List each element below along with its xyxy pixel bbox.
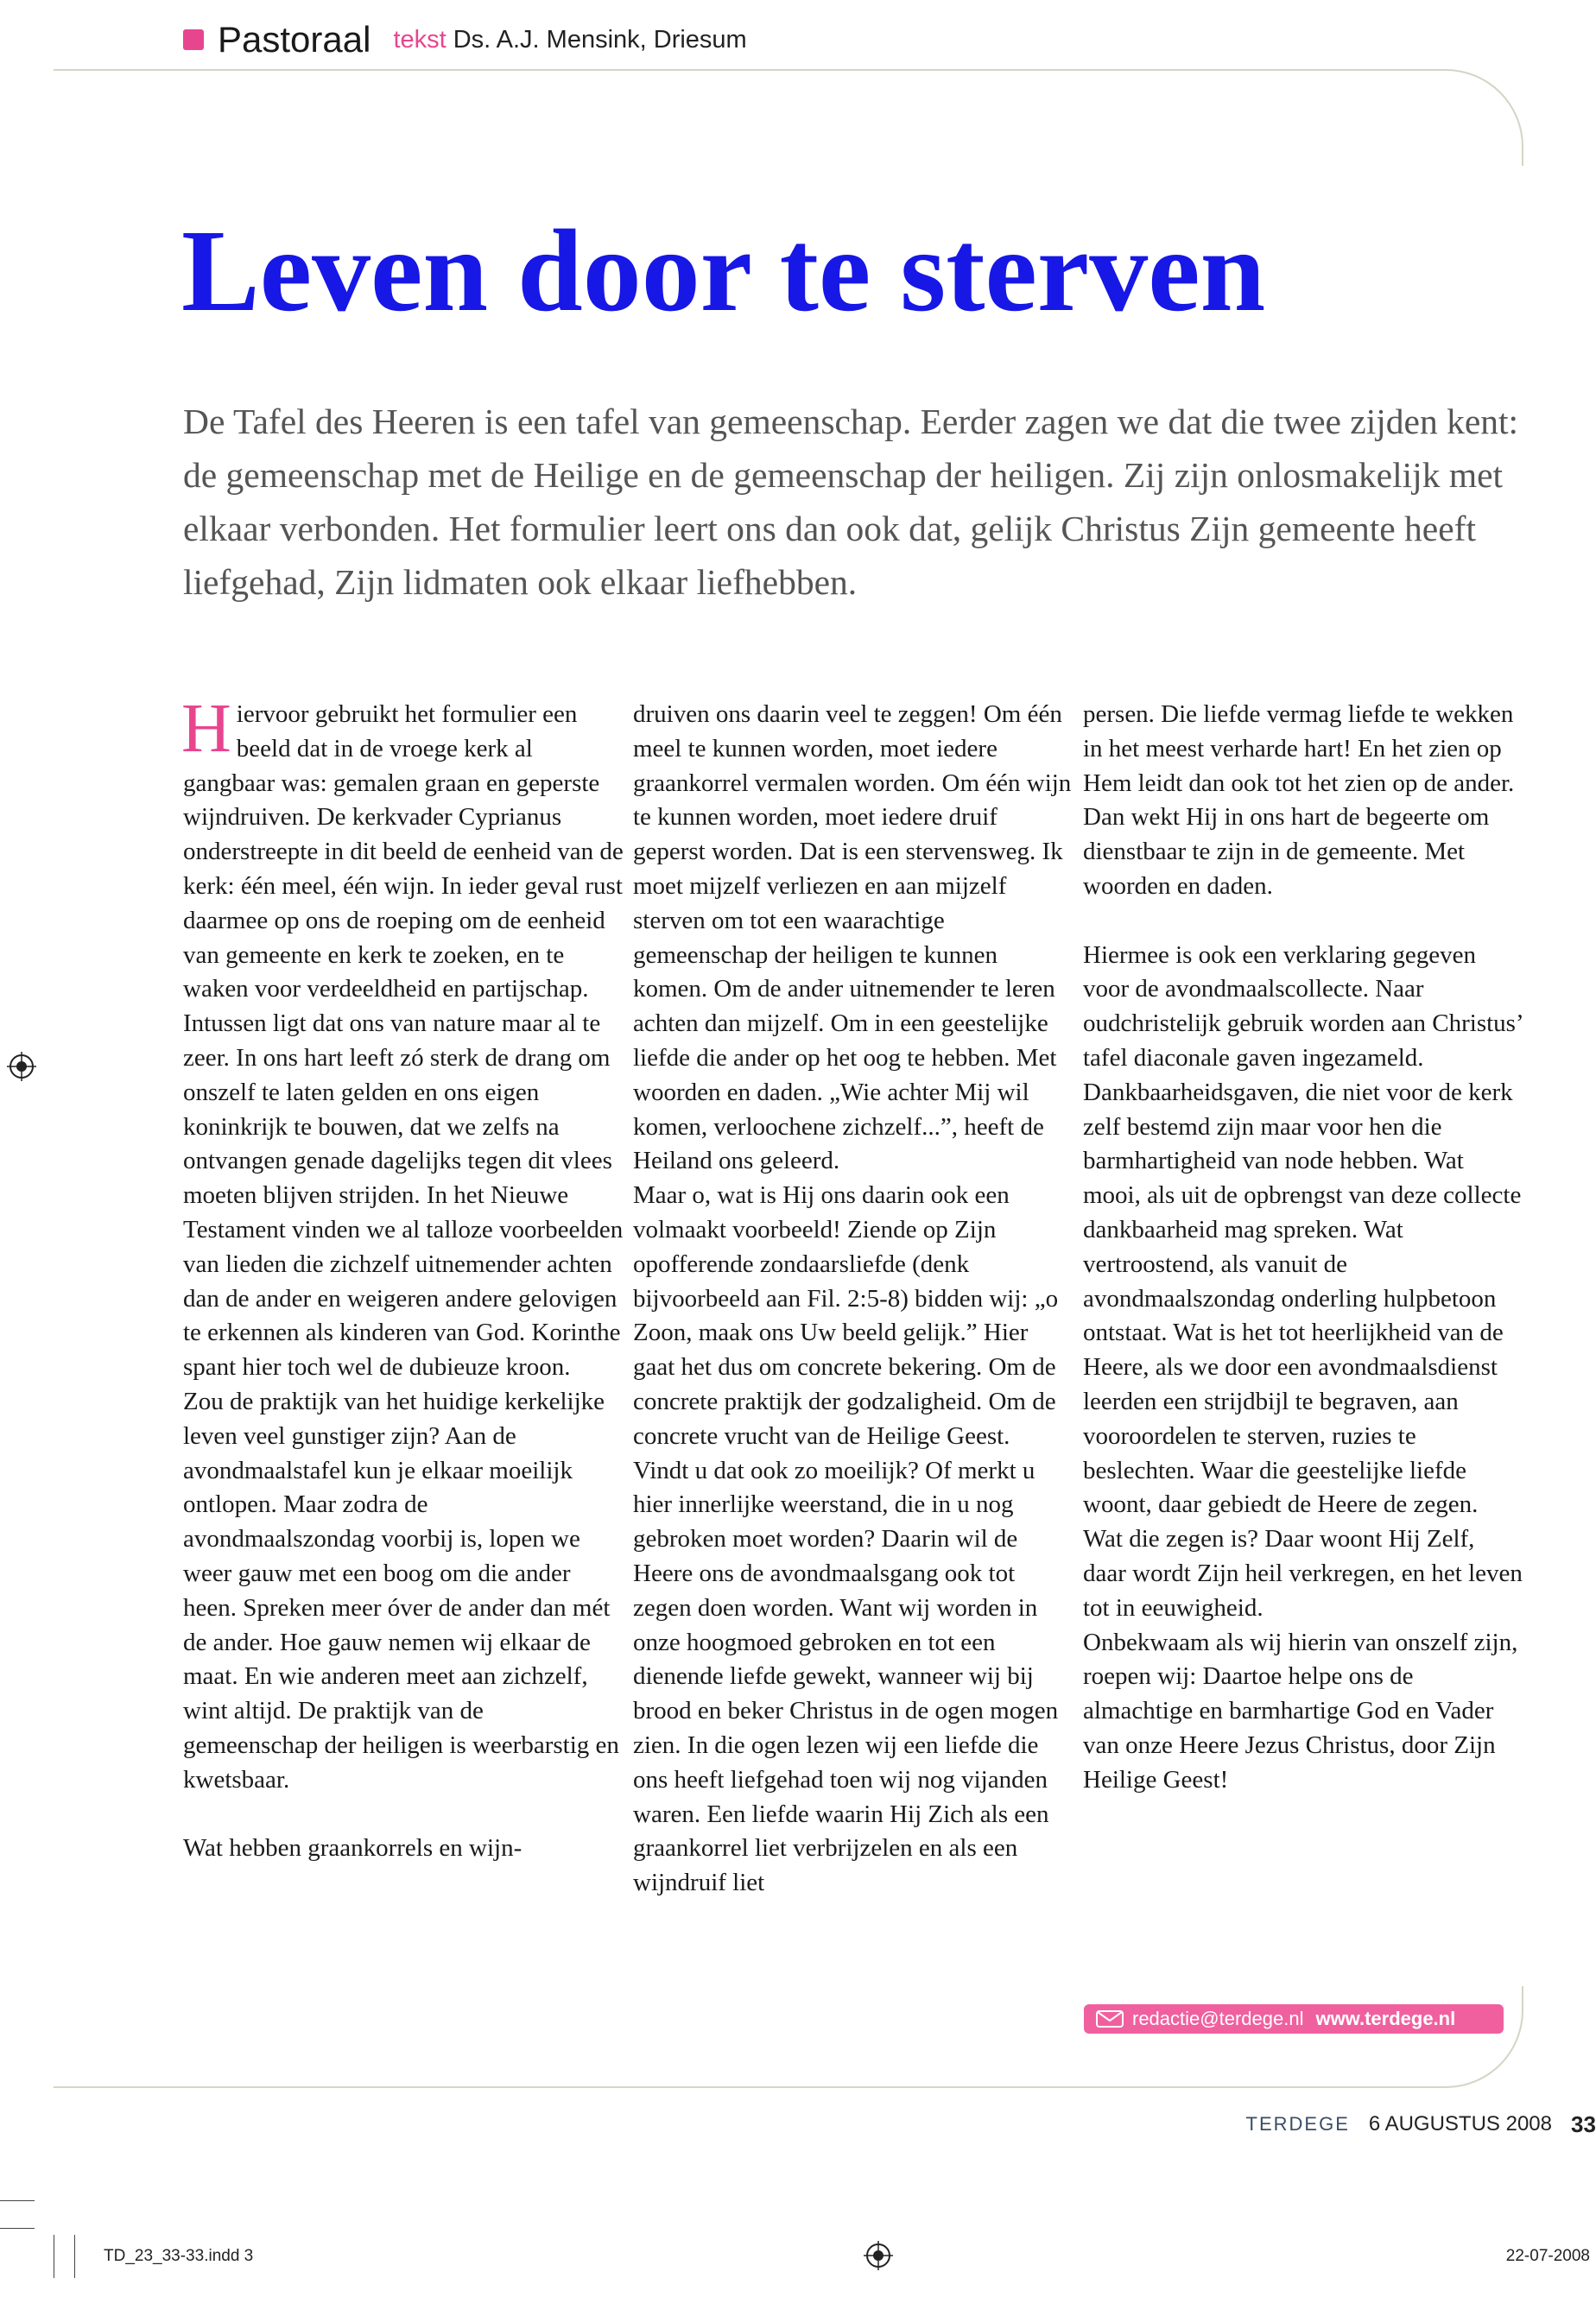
paragraph: Wat hebben graankorrels en wijn- (183, 1834, 522, 1863)
page-frame-bottom (54, 1986, 1523, 2088)
slug-filename: TD_23_33-33.indd 3 (104, 2247, 254, 2265)
contact-website-link[interactable]: www.terdege.nl (1315, 2008, 1456, 2029)
author-label: tekst (393, 25, 446, 54)
magazine-name: TERDEGE (1245, 2113, 1350, 2135)
slug-date: 22-07-2008 (1505, 2247, 1590, 2265)
author-name: Ds. A.J. Mensink, Driesum (453, 25, 747, 54)
paragraph: Vindt u dat ook zo moeilijk? Of merkt u hier innerlijke weerstand, die in u nog gebroken moet worden? Daarin wil de Heere ons de avondmaalsgang ook tot zegen doen worden. Want wij worden in onze hoogmoed gebroken en tot een dienende liefde gewekt, wanneer wij bij brood en beker Christus in de ogen mogen zien. In die ogen lezen wij een liefde die ons heeft liefgehad toen wij nog vijanden waren. Een liefde waarin Hij Zich als een graankorrel liet verbrijzelen en als een wijndruif liet (633, 1456, 1059, 1897)
registration-mark-icon (864, 2241, 893, 2270)
crop-mark (0, 2200, 35, 2201)
registration-mark-icon (7, 1052, 36, 1081)
article-column-2 (633, 698, 1074, 1901)
article-column-3 (1083, 698, 1523, 1798)
contact-bar (1084, 2004, 1504, 2034)
paragraph: Onbekwaam als wij hierin van onszelf zijn, roepen wij: Daartoe helpe ons de almachtige en barmhartige God en Vader van onze Heere Jezus Christus, door Zijn Heilige Geest! (1083, 1628, 1518, 1794)
paragraph: druiven ons daarin veel te zeggen! Om één meel te kunnen worden, moet iedere graankorrel vermalen worden. Om één wijn te kunnen worden, moet iedere druif geperst worden. Dat is een stervensweg. Ik moet mijzelf verliezen en aan mijzelf sterven om tot een waarachtige gemeenschap der heiligen te kunnen komen. Om de ander uitnemender te leren achten dan mijzelf. Om in een geestelijke liefde die ander op het oog te hebben. Met woorden en daden. „Wie achter Mij wil komen, verloochene zichzelf...”, heeft de Heiland ons geleerd. (633, 700, 1072, 1175)
envelope-icon (1096, 2010, 1124, 2028)
issue-date: 6 AUGUSTUS 2008 (1368, 2112, 1552, 2136)
page-footer (1245, 2107, 1596, 2142)
page-number: 33 (1571, 2110, 1596, 2137)
page-frame-top (54, 69, 1523, 166)
paragraph: persen. Die liefde vermag liefde te wekken in het meest verharde hart! En het zien op Hem leidt dan ook tot het zien op de ander. Dan wekt Hij in ons hart de begeerte om dienstbaar te zijn in de gemeente. Met woorden en daden. (1083, 700, 1515, 900)
crop-mark (74, 2235, 75, 2278)
drop-cap: H (181, 691, 231, 767)
article-intro: De Tafel des Heeren is een tafel van gemeenschap. Eerder zagen we dat die twee zijden kent: de gemeenschap met de Heilige en de gemeenschap der heiligen. Zij zijn onlosmakelijk met elkaar verbonden. Het formulier leert ons dan ook dat, gelijk Christus Zijn gemeente heeft liefgehad, Zijn lidmaten ook elkaar liefhebben. (183, 402, 1519, 602)
section-marker-square (183, 29, 204, 50)
article-column-1 (181, 691, 624, 1866)
paragraph: Zou de praktijk van het huidige kerkelijke leven veel gunstiger zijn? Aan de avondmaalstafel kun je elkaar moeilijk ontlopen. Maar zodra de avondmaalszondag voorbij is, lopen we weer gauw met een boog om die ander heen. Spreken meer óver de ander dan mét de ander. Hoe gauw nemen wij elkaar de maat. En wie anderen meet aan zichzelf, wint altijd. De praktijk van de gemeenschap der heiligen is weerbarstig en kwetsbaar. (183, 1387, 619, 1794)
paragraph: Hiermee is ook een verklaring gegeven voor de avondmaalscollecte. Naar oudchristelijk gebruik worden aan Christus’ tafel diaconale gaven ingezameld. Dankbaarheidsgaven, die niet voor de kerk zelf bestemd zijn maar voor hen die barmhartigheid van node hebben. Wat mooi, als uit de opbrengst van deze collecte dankbaarheid mag spreken. Wat vertroostend, als vanuit de avondmaalszondag onderling hulpbetoon ontstaat. Wat is het tot heerlijkheid van de Heere, als we door een avondmaalsdienst leerden een strijdbijl te begraven, aan vooroordelen te sterven, ruzies te beslechten. Waar die geestelijke liefde woont, daar gebiedt de Heere de zegen. Wat die zegen is? Daar woont Hij Zelf, daar wordt Zijn heil verkregen, en het leven tot in eeuwigheid. (1083, 940, 1523, 1622)
section-name: Pastoraal (218, 19, 371, 60)
paragraph (181, 691, 624, 1007)
paragraph-text: iervoor gebruikt het formulier een beeld dat in de vroege kerk al gangbaar was: gemalen graan en geperste wijndruiven. De kerkvader Cyprianus onderstreepte in dit beeld de eenheid van de kerk: één meel, één wijn. In ieder geval rust daarmee op ons de roeping om de eenheid van gemeente en kerk te zoeken, en te waken voor verdeeldheid en partijschap. (183, 700, 624, 1003)
crop-mark (0, 2228, 35, 2229)
contact-email-link[interactable]: redactie@terdege.nl (1132, 2008, 1304, 2029)
paragraph: Intussen ligt dat ons van nature maar al te zeer. In ons hart leeft zó sterk de drang om onszelf te laten gelden en ons eigen koninkrijk te bouwen, dat we zelfs na ontvangen genade dagelijks tegen dit vlees moeten blijven strijden. In het Nieuwe Testament vinden we al talloze voorbeelden van lieden die zichzelf uitnemender achten dan de ander en weigeren andere gelovigen te erkennen als kinderen van God. Korinthe spant hier toch wel de dubieuze kroon. (183, 1009, 624, 1382)
article-title: Leven door te sterven (181, 206, 1266, 336)
section-header (183, 16, 747, 64)
paragraph: Maar o, wat is Hij ons daarin ook een volmaakt voorbeeld! Ziende op Zijn opofferende zondaarsliefde (denk bijvoorbeeld aan Fil. 2:5-8) bidden wij: „o Zoon, maak ons Uw beeld gelijk.” Hier gaat het dus om concrete bekering. Om de concrete praktijk der godzaligheid. Om de concrete vrucht van de Heilige Geest. (633, 1181, 1059, 1450)
